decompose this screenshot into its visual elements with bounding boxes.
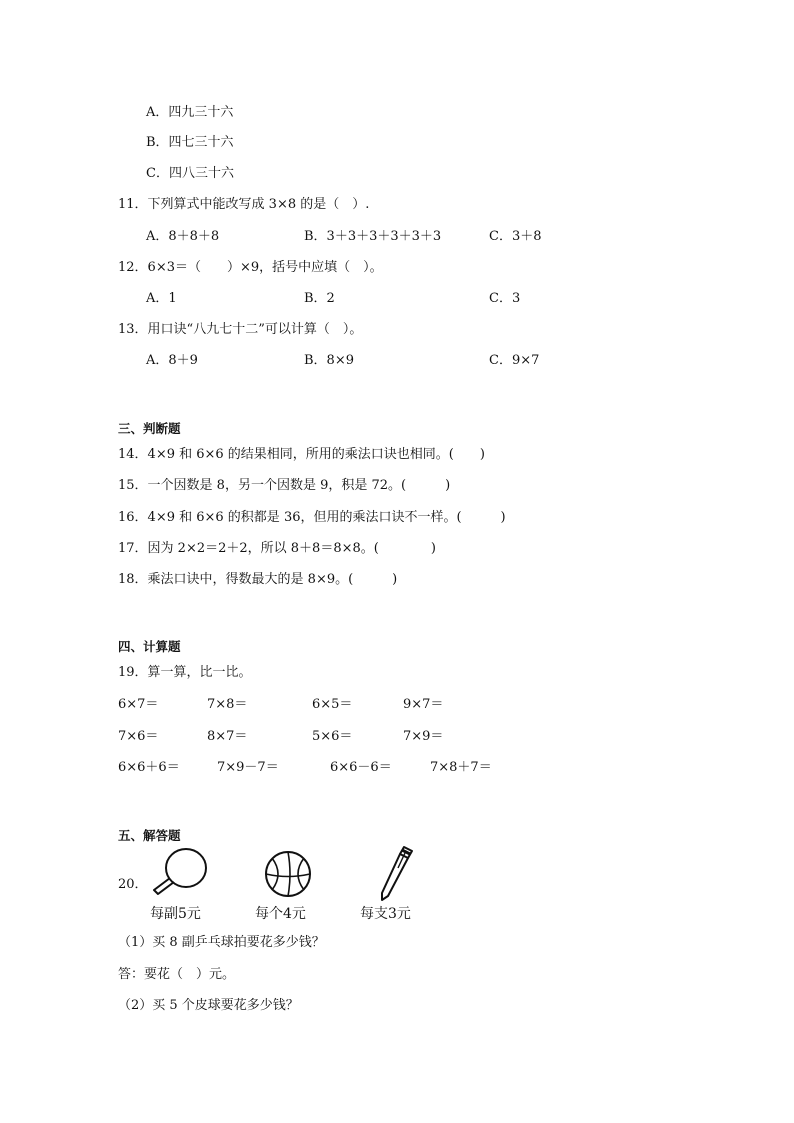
q11-option-a: A．8＋8＋8 bbox=[146, 229, 220, 244]
q16: 16．4×9 和 6×6 的积都是 36，但用的乘法口诀不一样。( ) bbox=[118, 510, 506, 525]
calc-r3c2: 7×9－7＝ bbox=[217, 760, 279, 775]
q12-option-c: C．3 bbox=[489, 291, 521, 306]
q11-option-b: B．3＋3＋3＋3＋3＋3 bbox=[304, 229, 442, 244]
q14: 14．4×9 和 6×6 的结果相同，所用的乘法口诀也相同。( ) bbox=[118, 447, 485, 462]
q12-option-b: B．2 bbox=[304, 291, 335, 306]
q20-part2: （2）买 5 个皮球要花多少钱？ bbox=[118, 998, 299, 1013]
ping-pong-paddle-icon bbox=[148, 846, 210, 898]
basketball-icon bbox=[262, 849, 314, 899]
q12-stem: 12．6×3＝（ ）×9，括号中应填（ ）。 bbox=[118, 260, 383, 275]
q20-number: 20． bbox=[118, 877, 148, 892]
price-ball: 每个4元 bbox=[255, 906, 306, 922]
q13-stem: 13．用口诀“八九七十二”可以计算（ ）。 bbox=[118, 322, 363, 337]
q13-option-a: A．8＋9 bbox=[146, 353, 198, 368]
q10-option-c: C．四八三十六 bbox=[146, 166, 234, 181]
section4-title: 四、计算题 bbox=[118, 639, 181, 654]
calc-r1c4: 9×7＝ bbox=[403, 697, 444, 712]
calc-r3c4: 7×8＋7＝ bbox=[430, 760, 492, 775]
pen-icon bbox=[374, 844, 418, 904]
calc-r2c4: 7×9＝ bbox=[403, 729, 444, 744]
price-pen: 每支3元 bbox=[360, 906, 411, 922]
q20-answer: 答：要花（ ）元。 bbox=[118, 967, 236, 982]
calc-r2c3: 5×6＝ bbox=[312, 729, 353, 744]
q19-stem: 19．算一算，比一比。 bbox=[118, 665, 252, 680]
calc-r1c3: 6×5＝ bbox=[312, 697, 353, 712]
q10-option-a: A．四九三十六 bbox=[146, 105, 234, 120]
calc-r1c1: 6×7＝ bbox=[118, 697, 159, 712]
section5-title: 五、解答题 bbox=[118, 828, 181, 843]
calc-r2c2: 8×7＝ bbox=[207, 729, 248, 744]
calc-r3c3: 6×6－6＝ bbox=[330, 760, 392, 775]
q15: 15．一个因数是 8，另一个因数是 9，积是 72。( ) bbox=[118, 478, 451, 493]
q17: 17．因为 2×2＝2＋2，所以 8＋8＝8×8。( ) bbox=[118, 541, 436, 556]
q13-option-c: C．9×7 bbox=[489, 353, 540, 368]
q11-stem: 11．下列算式中能改写成 3×8 的是（ ）. bbox=[118, 197, 370, 212]
q11-option-c: C．3＋8 bbox=[489, 229, 542, 244]
calc-r2c1: 7×6＝ bbox=[118, 729, 159, 744]
calc-r3c1: 6×6＋6＝ bbox=[118, 760, 180, 775]
section3-title: 三、判断题 bbox=[118, 421, 181, 436]
price-paddle: 每副5元 bbox=[150, 906, 201, 922]
q18: 18．乘法口诀中，得数最大的是 8×9。( ) bbox=[118, 572, 398, 587]
q12-option-a: A．1 bbox=[146, 291, 177, 306]
calc-r1c2: 7×8＝ bbox=[207, 697, 248, 712]
q10-option-b: B．四七三十六 bbox=[146, 135, 234, 150]
q13-option-b: B．8×9 bbox=[304, 353, 354, 368]
q20-part1: （1）买 8 副乒乓球拍要花多少钱？ bbox=[118, 935, 325, 950]
